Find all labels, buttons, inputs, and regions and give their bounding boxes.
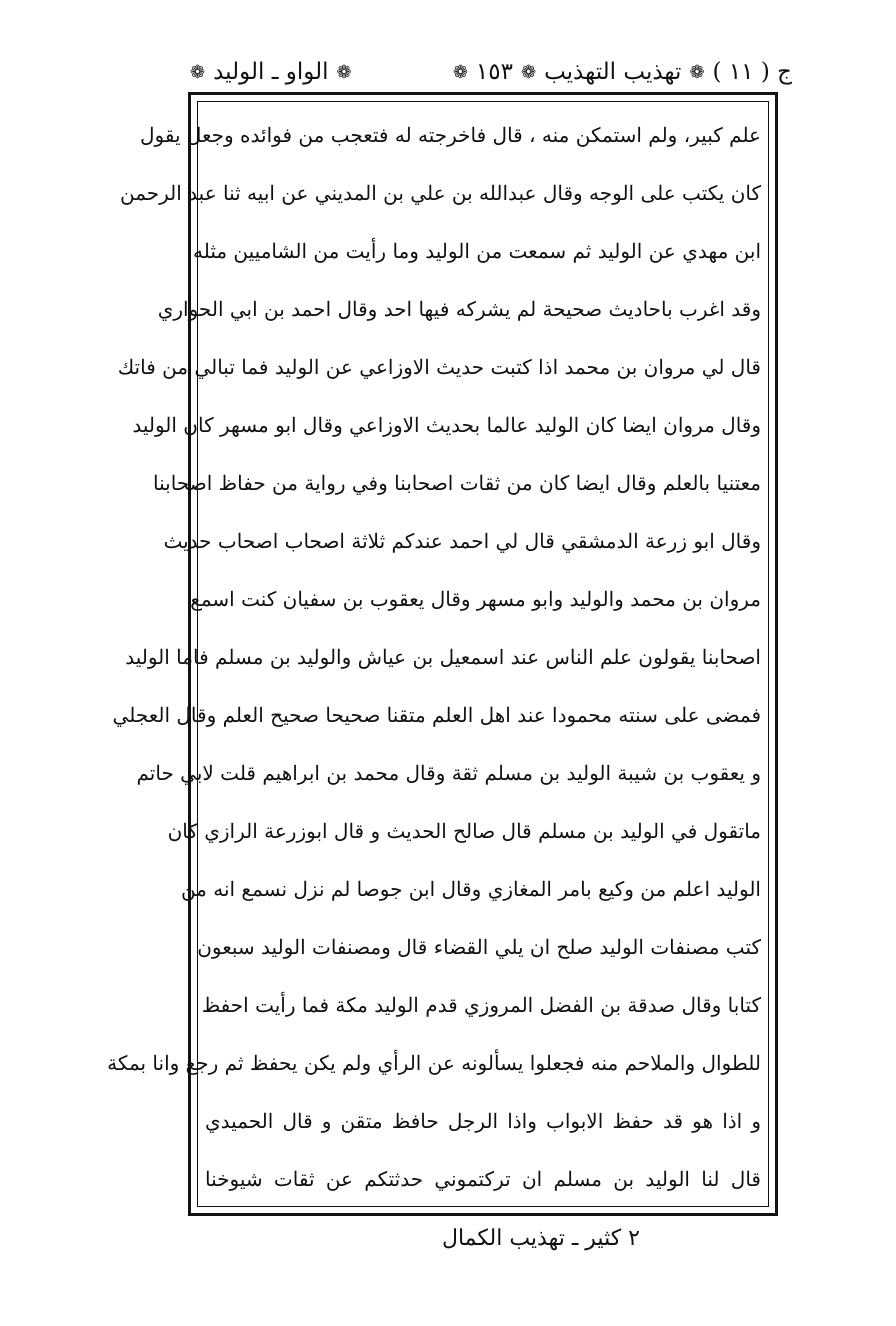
text-line: ماتقول في الوليد بن مسلم قال صالح الحديث و قال ابوزرعة الرازي كان xyxy=(167,819,761,843)
ornament-icon: ❁ xyxy=(689,61,705,83)
header-right xyxy=(453,59,792,85)
text-line: اصحابنا يقولون علم الناس عند اسمعيل بن عياش والوليد بن مسلم فاما الوليد xyxy=(125,645,761,669)
text-line: وقال مروان ايضا كان الوليد عالما بحديث الاوزاعي وقال ابو مسهر كان الوليد xyxy=(132,413,761,437)
text-line: الوليد اعلم من وكيع بامر المغازي وقال ابن جوصا لم نزل نسمع انه من xyxy=(180,877,761,901)
text-line: للطوال والملاحم منه فجعلوا يسألونه عن الرأي ولم يكن يحفظ ثم رجع وانا بمكة xyxy=(107,1051,761,1075)
text-line: كتابا وقال صدقة بن الفضل المروزي قدم الوليد مكة فما رأيت احفظ xyxy=(201,993,761,1017)
ornament-icon: ❁ xyxy=(452,61,468,83)
page-number: ١٥٣ xyxy=(475,59,513,85)
text-line: ابن مهدي عن الوليد ثم سمعت من الوليد وما رأيت من الشاميين مثله xyxy=(192,239,761,263)
text-line: فمضى على سنته محمودا عند اهل العلم متقنا صحيحا صحيح العلم وقال العجلي xyxy=(112,703,761,727)
ornament-icon: ❁ xyxy=(190,61,206,83)
text-line: علم كبير، ولم استمكن منه ، قال فاخرجته له فتعجب من فوائده وجعل يقول xyxy=(139,123,761,147)
text-line: وقال ابو زرعة الدمشقي قال لي احمد عندكم ثلاثة اصحاب اصحاب حديث xyxy=(163,529,761,553)
text-line: كتب مصنفات الوليد صلح ان يلي القضاء قال ومصنفات الوليد سبعون xyxy=(197,935,761,959)
ornament-icon: ❁ xyxy=(520,61,537,83)
text-line: و اذا هو قد حفظ الابواب واذا الرجل حافظ متقن و قال الحميدي xyxy=(205,1109,761,1133)
body-text xyxy=(107,115,761,1199)
text-line: معتنيا بالعلم وقال ايضا كان من ثقات اصحابنا وفي رواية من حفاظ اصحابنا xyxy=(153,471,761,495)
footnote: ٢ كثير ـ تهذيب الكمال xyxy=(441,1226,640,1251)
text-line: كان يكتب على الوجه وقال عبدالله بن علي بن المديني عن ابيه ثنا عبد الرحمن xyxy=(119,181,761,205)
text-line: وقد اغرب باحاديث صحيحة لم يشركه فيها احد وقال احمد بن ابي الحواري xyxy=(157,297,761,321)
book-title: تهذيب التهذيب xyxy=(544,59,682,85)
text-line: و يعقوب بن شيبة الوليد بن مسلم ثقة وقال محمد بن ابراهيم قلت لابي حاتم xyxy=(136,761,761,785)
text-frame xyxy=(107,92,778,1216)
ornament-icon: ❁ xyxy=(336,61,352,83)
section-title: الواو ـ الوليد xyxy=(213,59,329,85)
header-left xyxy=(190,59,352,85)
text-line: قال لنا الوليد بن مسلم ان تركتموني حدثتكم عن ثقات شيوخنا xyxy=(205,1167,761,1191)
text-line: مروان بن محمد والوليد وابو مسهر وقال يعقوب بن سفيان كنت اسمع xyxy=(190,587,761,611)
running-header xyxy=(190,52,792,92)
volume-number: ج ( ١١ ) xyxy=(712,59,792,85)
text-line: قال لي مروان بن محمد اذا كتبت حديث الاوزاعي عن الوليد فما تبالي من فاتك xyxy=(117,355,761,379)
